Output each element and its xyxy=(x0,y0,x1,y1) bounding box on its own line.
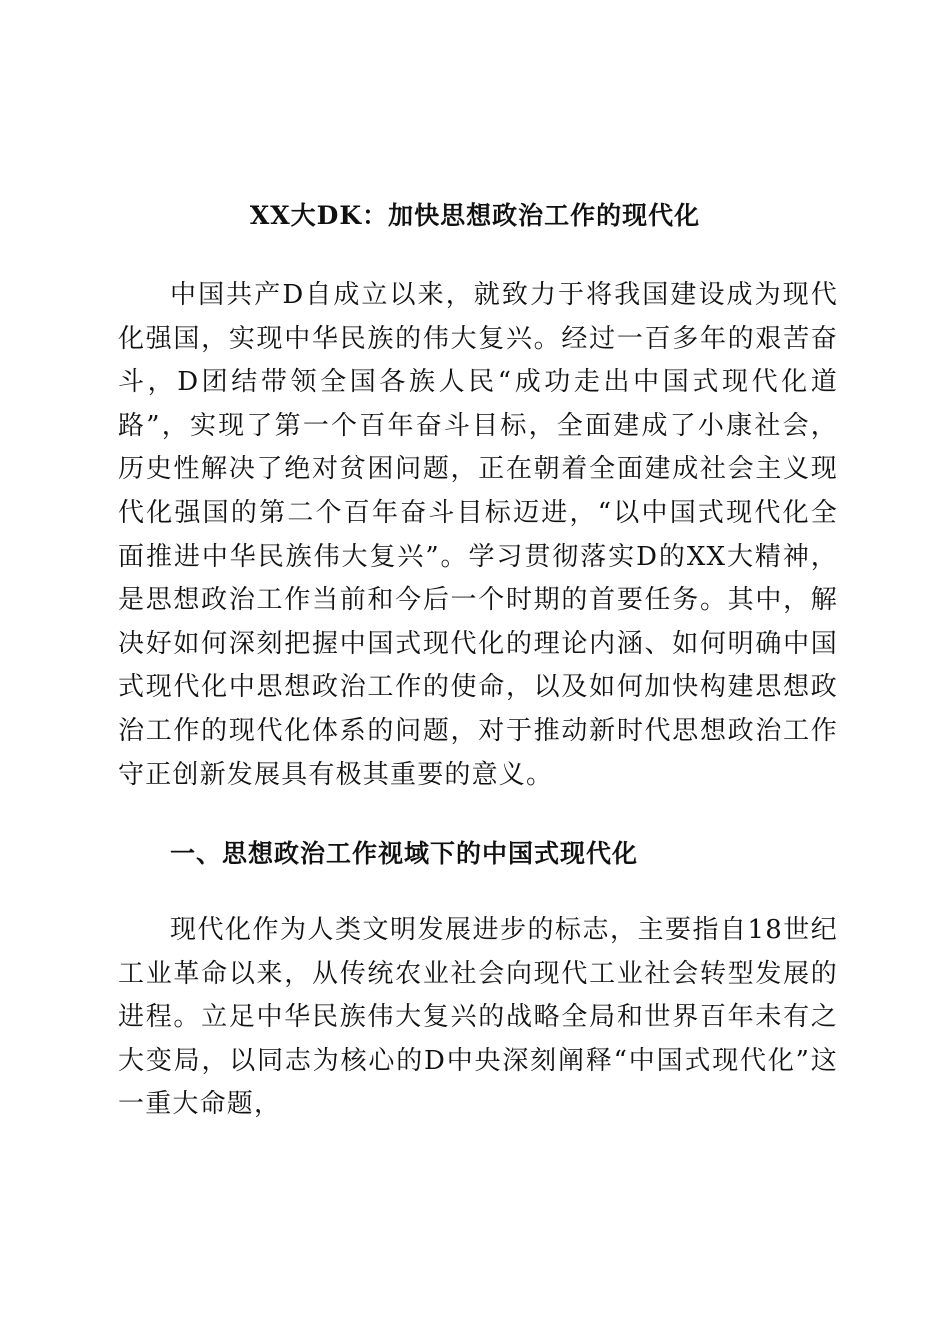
document-title: XX大DK：加快思想政治工作的现代化 xyxy=(249,201,701,230)
section-heading: 一、思想政治工作视域下的中国式现代化 xyxy=(170,839,639,868)
section-paragraph: 现代化作为人类文明发展进步的标志，主要指自18世纪工业革命以来，从传统农业社会向现代工业社会转型发展的进程。立足中华民族伟大复兴的战略全局和世界百年未有之大变局，以同志为核心的D中央深刻阐释“中国式现代化”这一重大命题， xyxy=(118,915,838,1120)
intro-paragraph: 中国共产D自成立以来，就致力于将我国建设成为现代化强国，实现中华民族的伟大复兴。经过一百多年的艰苦奋斗，D团结带领全国各族人民“成功走出中国式现代化道路”，实现了第一个百年奋斗目标，全面建成了小康社会，历史性解决了绝对贫困问题，正在朝着全面建成社会主义现代化强国的第二个百年奋斗目标迈进，“以中国式现代化全面推进中华民族伟大复兴”。学习贯彻落实D的XX大精神，是思想政治工作当前和今后一个时期的首要任务。其中，解决好如何深刻把握中国式现代化的理论内涵、如何明确中国式现代化中思想政治工作的使命，以及如何加快构建思想政治工作的现代化体系的问题，对于推动新时代思想政治工作守正创新发展具有极其重要的意义。 xyxy=(118,280,838,790)
